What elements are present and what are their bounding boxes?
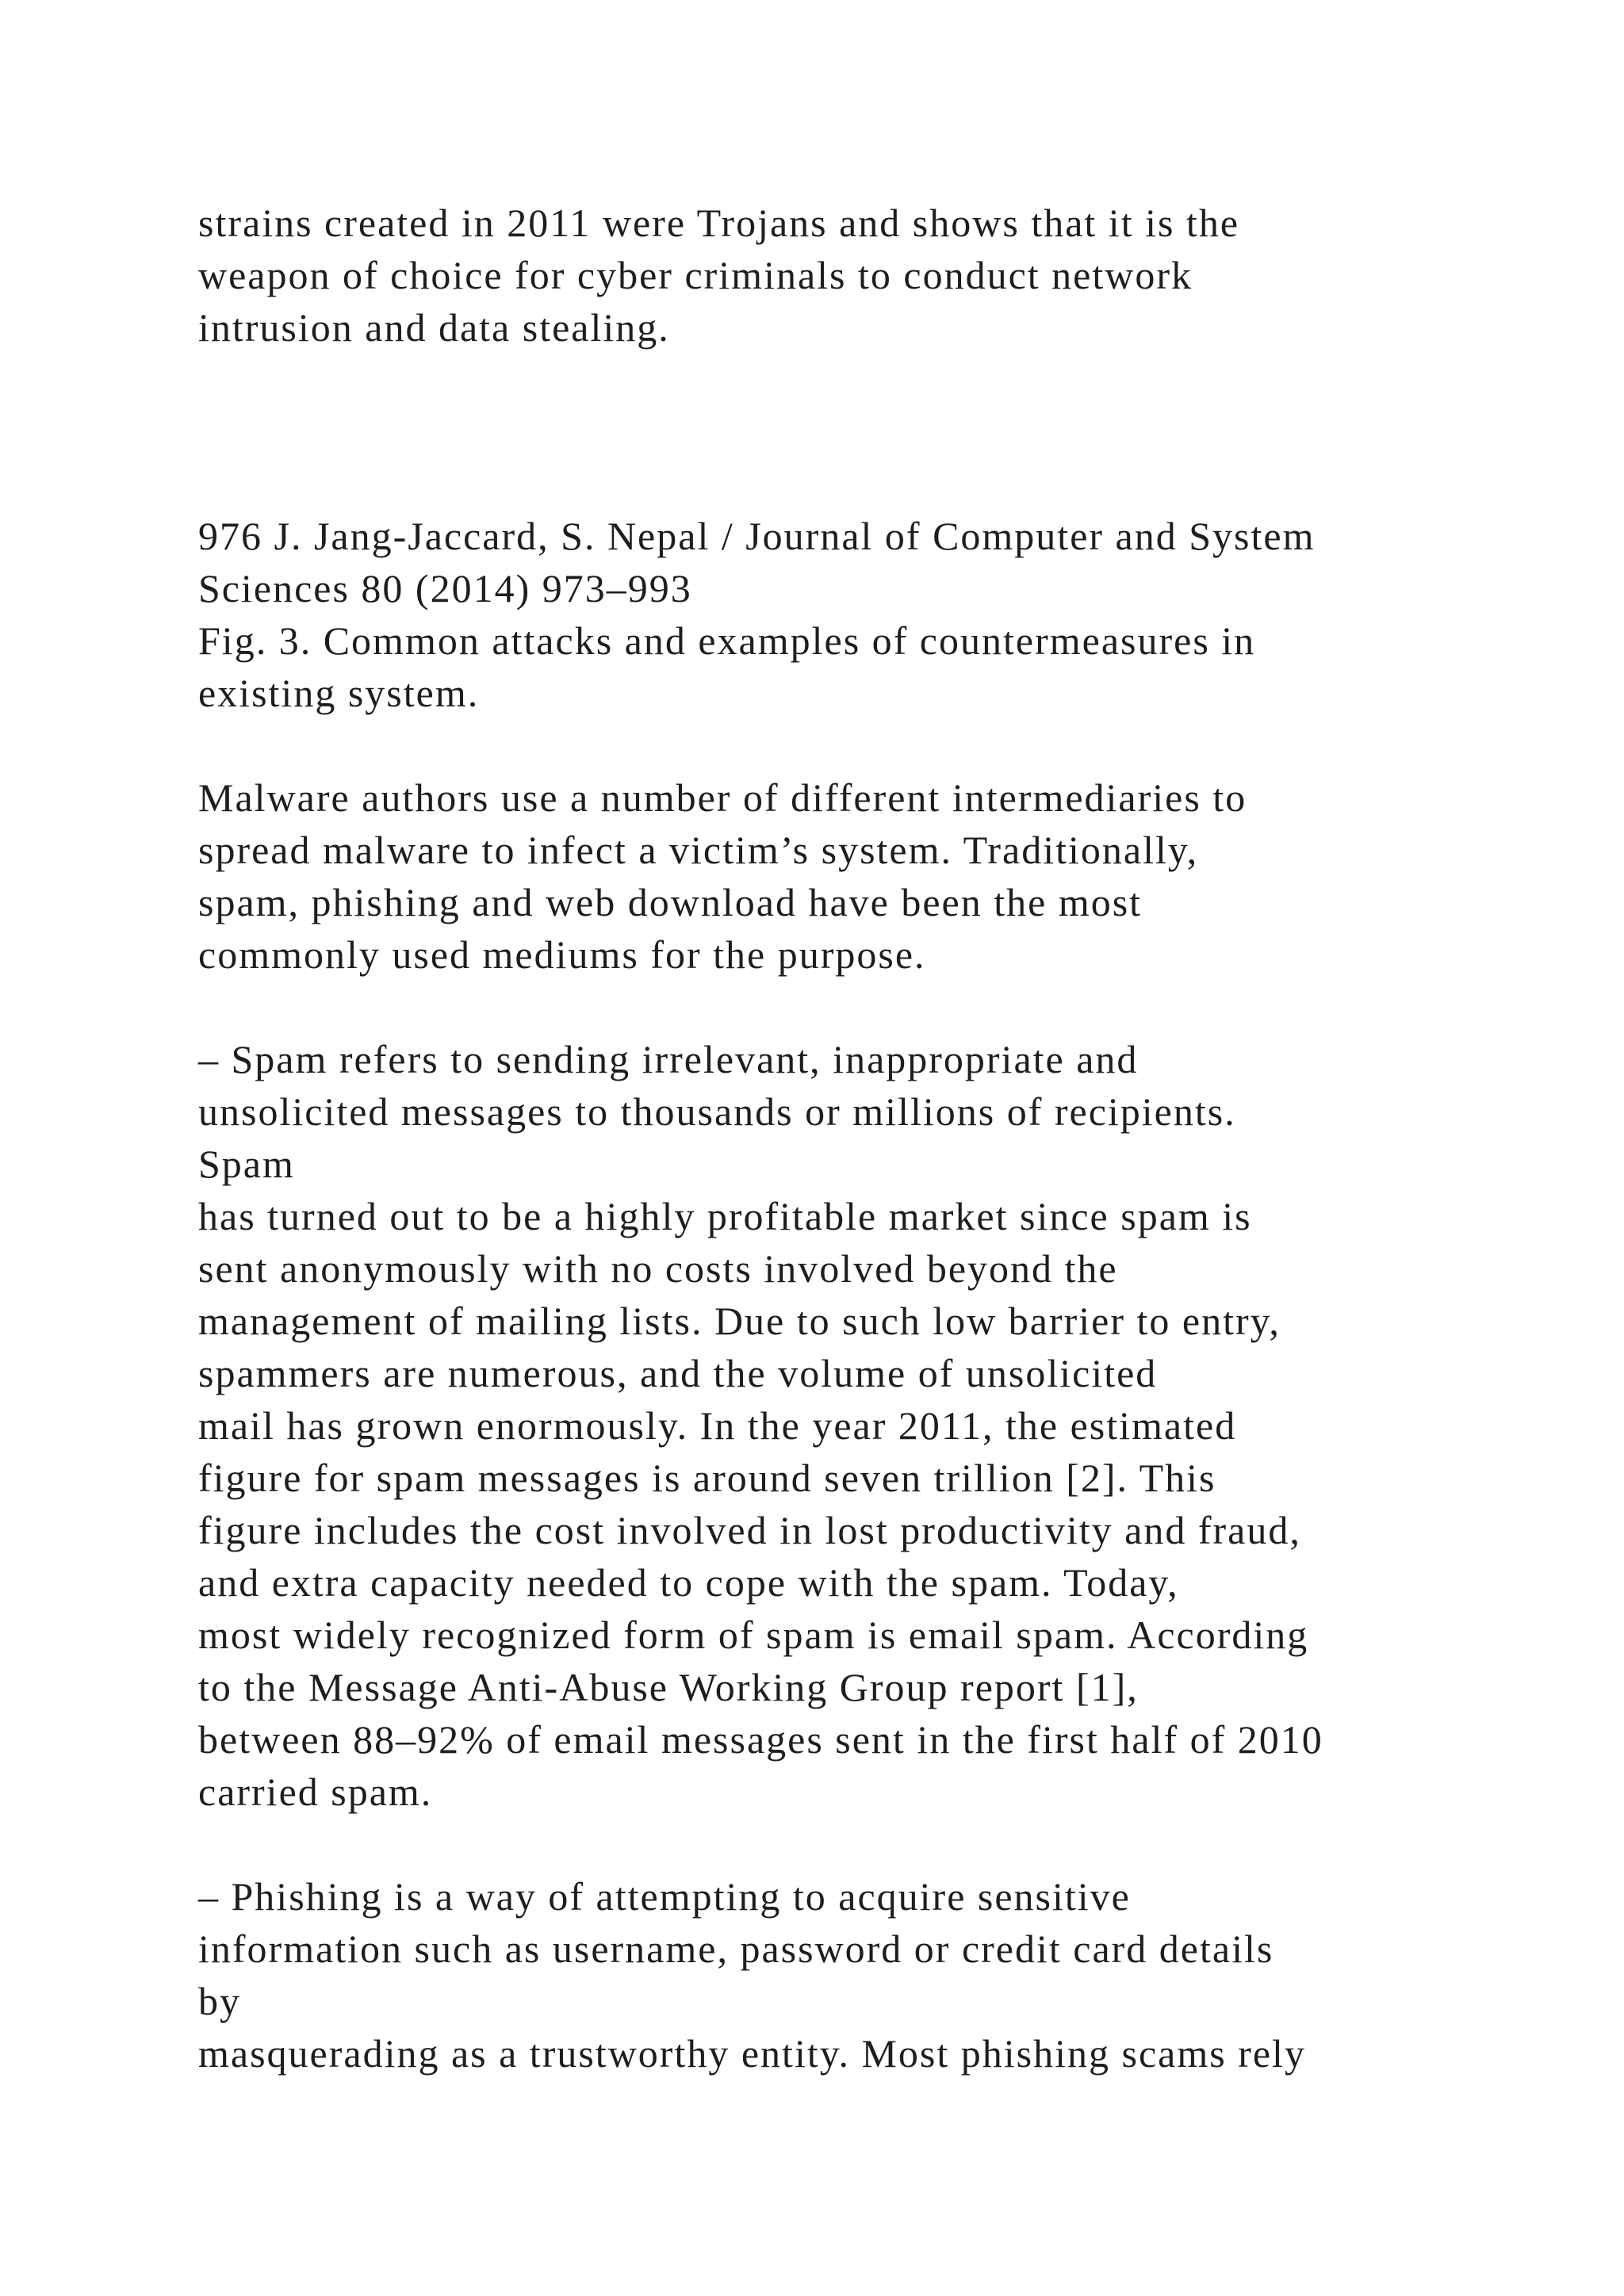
text-line: – Spam refers to sending irrelevant, inappropriate and (198, 1037, 1139, 1081)
text-line: and extra capacity needed to cope with the spam. Today, (198, 1560, 1179, 1605)
text-line: commonly used mediums for the purpose. (198, 932, 926, 977)
text-line: by (198, 1979, 241, 2023)
text-line: to the Message Anti-Abuse Working Group report [1], (198, 1665, 1139, 1709)
text-line: masquerading as a trustworthy entity. Most phishing scams rely (198, 2031, 1306, 2076)
text-line: strains created in 2011 were Trojans and shows that it is the (198, 201, 1240, 245)
text-line: has turned out to be a highly profitable market since spam is (198, 1194, 1252, 1238)
text-line: sent anonymously with no costs involved beyond the (198, 1246, 1118, 1291)
text-line: unsolicited messages to thousands or millions of recipients. (198, 1089, 1236, 1134)
text-line: figure includes the cost involved in lost productivity and fraud, (198, 1508, 1301, 1552)
text-line: Malware authors use a number of different intermediaries to (198, 775, 1247, 820)
figure-caption: existing system. (198, 671, 480, 715)
text-line: – Phishing is a way of attempting to acquire sensitive (198, 1874, 1131, 1919)
text-line: mail has grown enormously. In the year 2011, the estimated (198, 1403, 1237, 1448)
figure-caption: Fig. 3. Common attacks and examples of countermeasures in (198, 618, 1256, 663)
citation-line: 976 J. Jang-Jaccard, S. Nepal / Journal of Computer and System (198, 514, 1316, 558)
text-line: information such as username, password or credit card details (198, 1927, 1274, 1971)
text-line: between 88–92% of email messages sent in the first half of 2010 (198, 1717, 1323, 1762)
text-line: most widely recognized form of spam is email spam. According (198, 1613, 1309, 1657)
text-line: spammers are numerous, and the volume of unsolicited (198, 1351, 1158, 1395)
citation-line: Sciences 80 (2014) 973–993 (198, 566, 692, 610)
text-line: weapon of choice for cyber criminals to conduct network (198, 253, 1193, 297)
text-line: spread malware to infect a victim’s system. Traditionally, (198, 828, 1199, 872)
text-line: spam, phishing and web download have been the most (198, 880, 1143, 924)
text-line: Spam (198, 1142, 295, 1186)
text-line: management of mailing lists. Due to such low barrier to entry, (198, 1299, 1281, 1343)
text-line: figure for spam messages is around seven trillion [2]. This (198, 1456, 1216, 1500)
text-line: carried spam. (198, 1770, 433, 1814)
text-line: intrusion and data stealing. (198, 305, 670, 350)
